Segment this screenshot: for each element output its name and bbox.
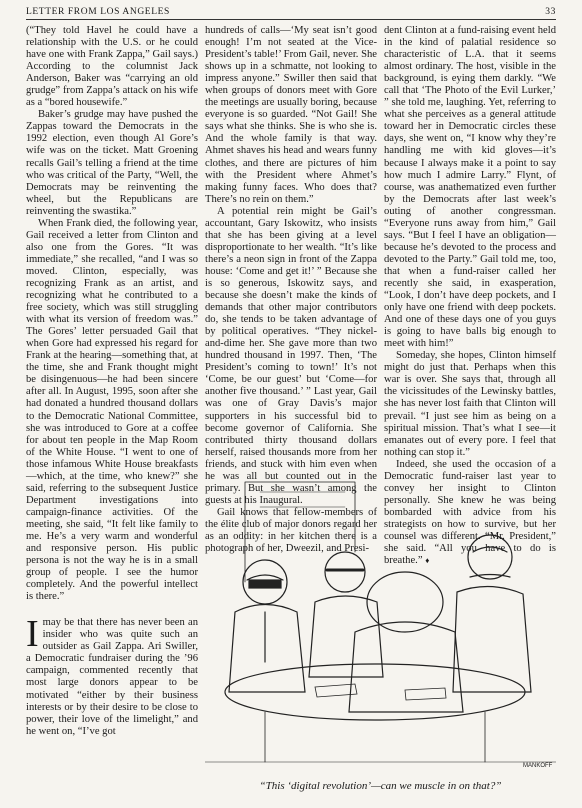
header-rule xyxy=(26,19,556,20)
paragraph: (“They told Havel he could have a relationship with the U.S. or he could have one with Frank Zappa,” Gail says.) According to the columnist Jack Anderson, Baker was “carrying an old grudge” from Zappa’s attack on his wife as a “bored housewife.” xyxy=(26,25,198,109)
paragraph: Baker’s grudge may have pushed the Zappas toward the Democrats in the 1992 election, even though Al Gore’s wife was on the ticket. Matt Groening recalls Gail’s telling a friend at the time who was critical of the Party, “Well, the Democrats may be reinventing the wheel, but the Republicans are reinventing the swastika.” xyxy=(26,109,198,217)
paragraph-text: may be that there has never been an insider who was quite such an outsider as Gail Zappa. Ari Swiller, a Democratic fundraiser during the ’96 campaign, commented recently that most large donors appear to be motivated “either by their business interests or by their desire to be close to power, their love of the limelight,” and he went on, “I’ve got xyxy=(26,617,198,737)
paragraph: Someday, she hopes, Clinton himself might do just that. Perhaps when this war is over. She says that, through all the vicissitudes of the Lewinsky battles, she has never lost faith that Clinton will prevail. “I just see him as being on a spiritual mission. That’s what I see—it emanates out of every pore. I feel that nothing can stop it.” xyxy=(384,350,556,458)
paragraph: A potential rein might be Gail’s accountant, Gary Iskowitz, who insists that she has been giving at a level disproportionate to her wealth. “It’s like there’s a neon sign in front of the Zappa house: ‘Come and get it!’ ” Because she is so generous, Iskowitz says, and because she doesn’t make the kinds of demands that other major contributors do, she tends to be taken advantage of by political operatives. “They nickel-and-dime her. She gave more than two hundred thousand in 1997. Then, ‘The President’s coming to town!’ It’s not ‘Come, be our guest’ but ‘Come—for another five thousand.’ ” Last year, Gail was one of Gray Davis’s major supporters in his successful bid to become governor of California. She contributed thirty thousand dollars herself, raised thousands more from her friends, and stuck with him even when he was all but counted out in the primary. But she wasn’t among the guests at his Inaugural. xyxy=(205,205,377,506)
cartoon-caption: “This ‘digital revolution’—can we muscle in on that?” xyxy=(259,780,502,792)
paragraph: hundreds of calls—‘My seat isn’t good enough! I’m not seated at the Vice-President’s table!’ From Gail, never. She shows up in a schmatte, not looking to impress anyone.” Swiller then said that when groups of donors meet with Gore the meetings are usually boring, because everyone is so guarded. “Not Gail! She says what she thinks. She is who she is. And the whole family is that way. Ahmet shaves his head and wears funny clothes, and there are pictures of him with the President where Ahmet’s making funny faces. Who does that? There’s no rein on them.” xyxy=(205,25,377,205)
column-1 xyxy=(26,25,198,738)
cartoon-signature: MANKOFF xyxy=(523,763,553,769)
paragraph: When Frank died, the following year, Gail received a letter from Clinton and also one from the Gores. “It was immediate,” she recalled, “and I was so moved. Clinton, especially, was recognizing Frank as an artist, and recognizing what he contributed to a free society, which was still struggling with what its version of freedom was.” The Gores’ letter persuaded Gail that when Gore had expressed his regard for Frank at the hearing—something that, at the time, she and Frank thought might be disingenuous—he had been sincere after all. In August, 1995, soon after she had donated a hundred thousand dollars to the Democratic National Committee, she was introduced to Gore at a coffee for about ten people in the Map Room of the White House. “I went to one of those infamous White House breakfasts—which, at the time, who knew?” she said, referring to the subsequent Justice Department investigations into campaign-finance activities. Of the meeting, she said, “It felt like family to me. He’s a very warm and wonderful and responsive person. His public persona is not the way he is in a small group of people. I see the humor completely. And the powerful intellect is there.” xyxy=(26,217,198,603)
paragraph: Gail knows that fellow-members of the élite club of major donors regard her as an oddity: in her kitchen there is a photograph of her, Dweezil, and Presi- xyxy=(205,506,377,555)
drop-cap: I xyxy=(26,613,39,656)
cartoon-illustration xyxy=(205,462,556,776)
paragraph: dent Clinton at a fund-raising event held in the kind of palatial residence so characteristic of L.A. that it seems almost ordinary. The host, visible in the background, is eying them darkly. “We call that ‘The Photo of the Evil Lurker,’ ” she told me, laughing. Yet, referring to what she perceives as a general attitude toward her in Democratic circles these days, she went on, “I know why they’re handling me with kid gloves—it’s because I always make it a point to say how much I admire Larry.” Flynt, of course, was anathematized even further by the Democrats after last week’s outing of another congressman. “Everyone runs away from him,” Gail says. “But I feel I have an obligation—because he’s devoted to the process and devoted to the Party.” Gail told me, too, that when a fund-raiser called her recently she said, in exasperation, “Look, I don’t have deep pockets, and I only have one friend with deep pockets. And one of these days one of you guys is going to have balls big enough to meet with him!” xyxy=(384,25,556,350)
end-mark: ♦ xyxy=(425,556,430,566)
paragraph-dropcap xyxy=(26,613,198,737)
section-title: LETTER FROM LOS ANGELES xyxy=(26,7,170,17)
page-number: 33 xyxy=(545,7,556,17)
running-header xyxy=(26,4,556,20)
paragraph-text: Indeed, she used the occasion of a Democratic fund-raiser last year to convey her insight to Clinton personally. She knew he was being bombarded with advice from his strategists on how to survive, but her counsel was different. “Mr. President,” she said. “All you have to do is breathe.” xyxy=(384,458,556,567)
